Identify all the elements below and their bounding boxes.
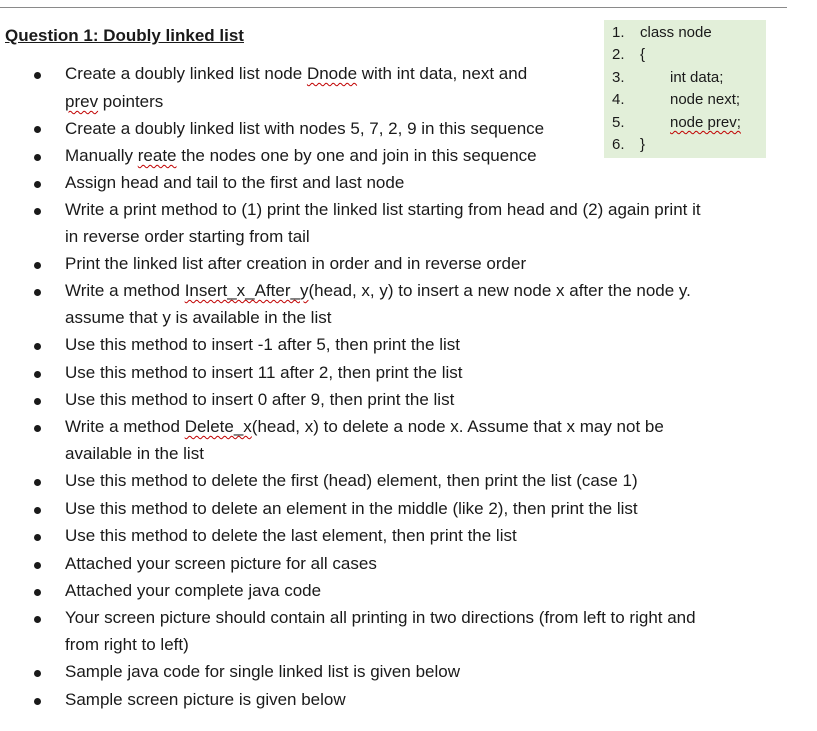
bullet-dot	[34, 154, 41, 161]
list-item: Use this method to delete an element in the middle (like 2), then print the list	[65, 499, 638, 518]
list-item: Write a method Delete_x(head, x) to delete a node x. Assume that x may not be	[65, 417, 664, 436]
bullet-dot	[34, 208, 41, 215]
list-item-continuation: available in the list	[65, 444, 204, 463]
list-item: Write a print method to (1) print the linked list starting from head and (2) again print it	[65, 200, 701, 219]
code-snippet-box	[604, 20, 766, 158]
list-item: Use this method to delete the first (head) element, then print the list (case 1)	[65, 471, 638, 490]
code-line-text: }	[640, 136, 646, 153]
bullet-dot	[34, 698, 41, 705]
code-line-text: class node	[640, 24, 712, 41]
bullet-dot	[34, 262, 41, 269]
code-line-number: 4.	[612, 91, 625, 108]
list-item: Use this method to delete the last element, then print the list	[65, 526, 517, 545]
top-rule	[0, 7, 787, 8]
list-item: Create a doubly linked list with nodes 5, 7, 2, 9 in this sequence	[65, 119, 545, 138]
bullet-dot	[34, 72, 41, 79]
code-line-text: int data;	[670, 69, 724, 86]
bullet-dot	[34, 126, 41, 133]
bullet-dot	[34, 181, 41, 188]
list-item: Assign head and tail to the first and last node	[65, 173, 405, 192]
list-item-continuation: from right to left)	[65, 635, 189, 654]
question-title: Question 1: Doubly linked list	[5, 26, 244, 45]
list-item-continuation: prev pointers	[65, 92, 164, 111]
list-item-continuation: assume that y is available in the list	[65, 308, 332, 327]
code-line-number: 1.	[612, 24, 625, 41]
code-line-text: node next;	[670, 91, 741, 108]
code-line-text: node prev;	[670, 114, 741, 131]
list-item: Print the linked list after creation in order and in reverse order	[65, 254, 527, 273]
code-line-number: 3.	[612, 69, 625, 86]
code-line-number: 5.	[612, 114, 625, 131]
bullet-dot	[34, 589, 41, 596]
list-item: Sample screen picture is given below	[65, 690, 346, 709]
bullet-dot	[34, 398, 41, 405]
code-line-number: 2.	[612, 46, 625, 63]
list-item: Your screen picture should contain all printing in two directions (from left to right and	[65, 608, 696, 627]
list-item: Sample java code for single linked list is given below	[65, 662, 460, 681]
list-item: Create a doubly linked list node Dnode with int data, next and	[65, 64, 528, 83]
bullet-dot	[34, 507, 41, 514]
bullet-dot	[34, 425, 41, 432]
list-item: Attached your complete java code	[65, 581, 322, 600]
bullet-dot	[34, 371, 41, 378]
list-item: Use this method to insert -1 after 5, then print the list	[65, 335, 460, 354]
code-line-text: {	[640, 46, 646, 63]
bullet-dot	[34, 616, 41, 623]
list-item-continuation: in reverse order starting from tail	[65, 227, 310, 246]
code-line-number: 6.	[612, 136, 625, 153]
bullet-dot	[34, 289, 41, 296]
list-item: Use this method to insert 11 after 2, then print the list	[65, 363, 463, 382]
bullet-dot	[34, 534, 41, 541]
list-item: Use this method to insert 0 after 9, then print the list	[65, 390, 455, 409]
bullet-dot	[34, 343, 41, 350]
bullet-dot	[34, 562, 41, 569]
bullet-dot	[34, 670, 41, 677]
list-item: Manually reate the nodes one by one and join in this sequence	[65, 146, 537, 165]
list-item: Attached your screen picture for all cases	[65, 554, 377, 573]
bullet-dot	[34, 479, 41, 486]
list-item: Write a method Insert_x_After_y(head, x, y) to insert a new node x after the node y.	[65, 281, 691, 300]
